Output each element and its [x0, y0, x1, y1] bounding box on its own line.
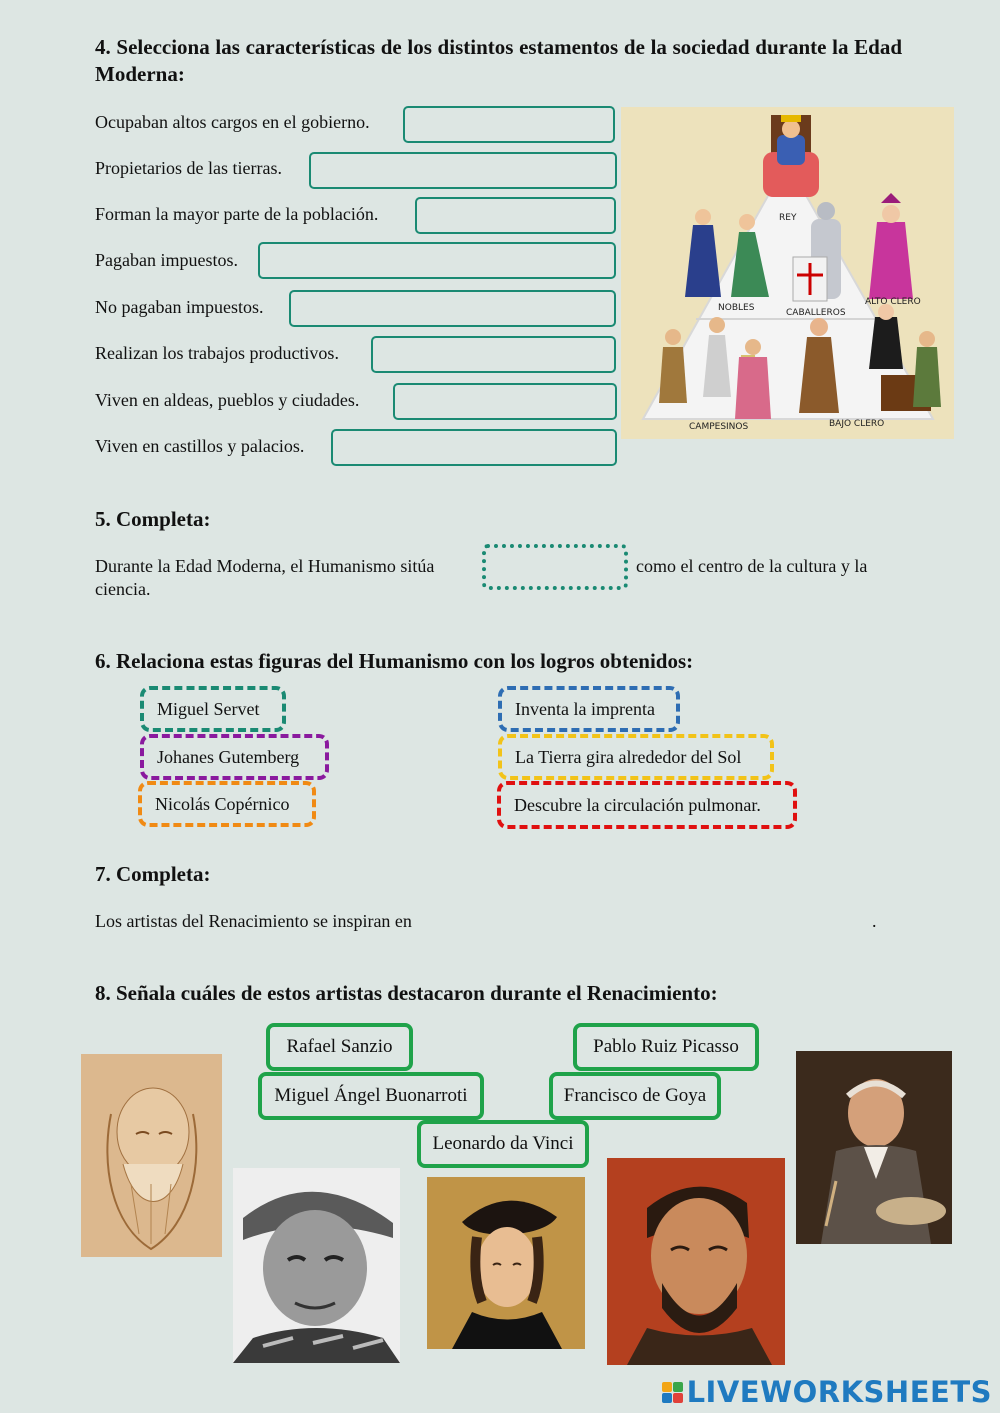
- q4-answer-4[interactable]: [258, 242, 616, 279]
- q4-answer-1[interactable]: [403, 106, 615, 143]
- q5-text-before: Durante la Edad Moderna, el Humanismo sitúa: [95, 556, 435, 576]
- q7-period: .: [872, 911, 877, 931]
- q4-item-5: No pagaban impuestos.: [95, 297, 264, 317]
- liveworksheets-logo: [662, 1375, 992, 1409]
- q4-answer-8[interactable]: [331, 429, 617, 466]
- q7-title: 7. Completa:: [95, 862, 211, 886]
- artist-rafael-sanzio[interactable]: Rafael Sanzio: [266, 1023, 413, 1071]
- artist-pablo-picasso[interactable]: Pablo Ruiz Picasso: [573, 1023, 759, 1071]
- q4-answer-2[interactable]: [309, 152, 617, 189]
- society-pyramid-image: [621, 107, 954, 439]
- achievement-tierra-sol[interactable]: La Tierra gira alrededor del Sol: [498, 734, 774, 780]
- artist-leonardo-da-vinci[interactable]: Leonardo da Vinci: [417, 1120, 589, 1168]
- artist-francisco-goya[interactable]: Francisco de Goya: [549, 1072, 721, 1120]
- achievement-imprenta[interactable]: Inventa la imprenta: [498, 686, 680, 732]
- q4-item-2: Propietarios de las tierras.: [95, 158, 282, 178]
- pyramid-label-knights: CABALLEROS: [786, 308, 846, 318]
- q4-answer-7[interactable]: [393, 383, 617, 420]
- goya-portrait-image: [796, 1051, 952, 1244]
- figure-johanes-gutemberg[interactable]: Johanes Gutemberg: [140, 734, 329, 780]
- pyramid-label-nobles: NOBLES: [718, 303, 755, 313]
- pyramid-label-king: REY: [779, 213, 797, 223]
- pyramid-label-low-clergy: BAJO CLERO: [829, 419, 885, 429]
- q4-item-1: Ocupaban altos cargos en el gobierno.: [95, 112, 370, 132]
- q4-item-6: Realizan los trabajos productivos.: [95, 343, 339, 363]
- q7-text: Los artistas del Renacimiento se inspiran en: [95, 911, 412, 931]
- q4-title: 4. Selecciona las características de los distintos estamentos de la sociedad durante la Edad Moderna:: [95, 35, 902, 86]
- q5-text-line2: ciencia.: [95, 579, 151, 599]
- q4-item-8: Viven en castillos y palacios.: [95, 436, 305, 456]
- q4-answer-6[interactable]: [371, 336, 616, 373]
- q5-title: 5. Completa:: [95, 507, 211, 531]
- q5-text-after: como el centro de la cultura y la: [636, 556, 868, 576]
- q8-title: 8. Señala cuáles de estos artistas destacaron durante el Renacimiento:: [95, 981, 718, 1005]
- figure-nicolas-copernico[interactable]: Nicolás Copérnico: [138, 781, 316, 827]
- q4-item-4: Pagaban impuestos.: [95, 250, 238, 270]
- pyramid-label-peasants: CAMPESINOS: [689, 422, 749, 432]
- achievement-circulacion[interactable]: Descubre la circulación pulmonar.: [497, 781, 797, 829]
- q4-item-7: Viven en aldeas, pueblos y ciudades.: [95, 390, 360, 410]
- q4-answer-5[interactable]: [289, 290, 616, 327]
- leonardo-portrait-image: [81, 1054, 222, 1257]
- q7-answer-input[interactable]: [455, 904, 867, 934]
- liveworksheets-brand: LIVEWORKSHEETS: [686, 1375, 992, 1409]
- q4-item-3: Forman la mayor parte de la población.: [95, 204, 379, 224]
- q5-answer-input[interactable]: [482, 544, 628, 590]
- pyramid-label-high-clergy: ALTO CLERO: [865, 297, 921, 307]
- king-figure: [763, 115, 819, 197]
- q4-answer-3[interactable]: [415, 197, 616, 234]
- liveworksheets-logo-icon: [662, 1382, 683, 1403]
- raphael-portrait-image: [427, 1177, 585, 1349]
- high-clergy-figure: [869, 193, 913, 299]
- picasso-portrait-image: [233, 1168, 400, 1363]
- q6-title: 6. Relaciona estas figuras del Humanismo con los logros obtenidos:: [95, 649, 694, 673]
- michelangelo-portrait-image: [607, 1158, 785, 1365]
- artist-miguel-angel[interactable]: Miguel Ángel Buonarroti: [258, 1072, 484, 1120]
- figure-miguel-servet[interactable]: Miguel Servet: [140, 686, 286, 732]
